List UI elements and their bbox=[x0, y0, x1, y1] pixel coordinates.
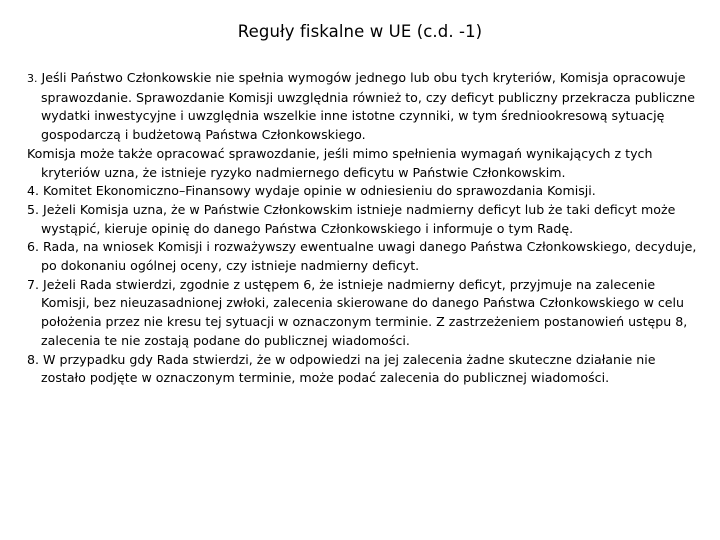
paragraph-number: 5. bbox=[27, 201, 40, 217]
paragraph-3 bbox=[27, 69, 697, 145]
paragraph-4 bbox=[27, 182, 697, 201]
paragraph-3-continued bbox=[27, 145, 697, 182]
slide-title: Reguły fiskalne w UE (c.d. -1) bbox=[237, 22, 483, 41]
paragraph-text: Jeśli Państwo Członkowskie nie spełnia wymogów jednego lub obu tych kryteriów, Komisja opracowuje sprawozdanie. Sprawozdanie Komisji uwzględnia również to, czy deficyt publiczny przekracza publiczne wydatki inwestycyjne i uwzględnia wszelkie inne istotne czynniki, w tym średniookresową sytuację gospodarczą i budżetową Państwa Członkowskiego. bbox=[41, 70, 695, 143]
paragraph-text: Jeżeli Rada stwierdzi, zgodnie z ustępem 6, że istnieje nadmierny deficyt, przyjmuje na zalecenie Komisji, bez nieuzasadnionej zwłoki, zalecenia skierowane do danego Państwa Członkowskiego w celu położenia przez nie kresu tej sytuacji w oznaczonym terminie. Z zastrzeżeniem postanowień ustępu 8, zalecenia te nie zostają podane do publicznej wiadomości. bbox=[41, 276, 688, 348]
paragraph-text: Rada, na wniosek Komisji i rozważywszy ewentualne uwagi danego Państwa Członkowskiego, decyduje, po dokonaniu ogólnej oceny, czy istnieje nadmierny deficyt. bbox=[41, 239, 697, 274]
paragraph-number: 8. bbox=[27, 351, 40, 367]
paragraph-number: 7. bbox=[27, 276, 40, 292]
paragraph-number: 3. bbox=[27, 72, 38, 85]
slide-body bbox=[27, 69, 697, 388]
paragraph-text: Komitet Ekonomiczno–Finansowy wydaje opinie w odniesieniu do sprawozdania Komisji. bbox=[43, 183, 596, 199]
paragraph-8 bbox=[27, 351, 697, 388]
paragraph-5 bbox=[27, 201, 697, 238]
paragraph-7 bbox=[27, 276, 697, 351]
paragraph-text: Komisja może także opracować sprawozdanie, jeśli mimo spełnienia wymagań wynikających z tych kryteriów uzna, że istnieje ryzyko nadmiernego deficytu w Państwie Członkowskim. bbox=[27, 145, 653, 180]
paragraph-text: W przypadku gdy Rada stwierdzi, że w odpowiedzi na jej zalecenia żadne skuteczne działanie nie zostało podjęte w oznaczonym terminie, może podać zalecenia do publicznej wiadomości. bbox=[41, 351, 656, 386]
paragraph-number: 4. bbox=[27, 183, 40, 199]
paragraph-number: 6. bbox=[27, 239, 40, 255]
paragraph-text: Jeżeli Komisja uzna, że w Państwie Członkowskim istnieje nadmierny deficyt lub że taki deficyt może wystąpić, kieruje opinię do danego Państwa Członkowskiego i informuje o tym Radę. bbox=[41, 201, 676, 236]
paragraph-6 bbox=[27, 238, 697, 275]
